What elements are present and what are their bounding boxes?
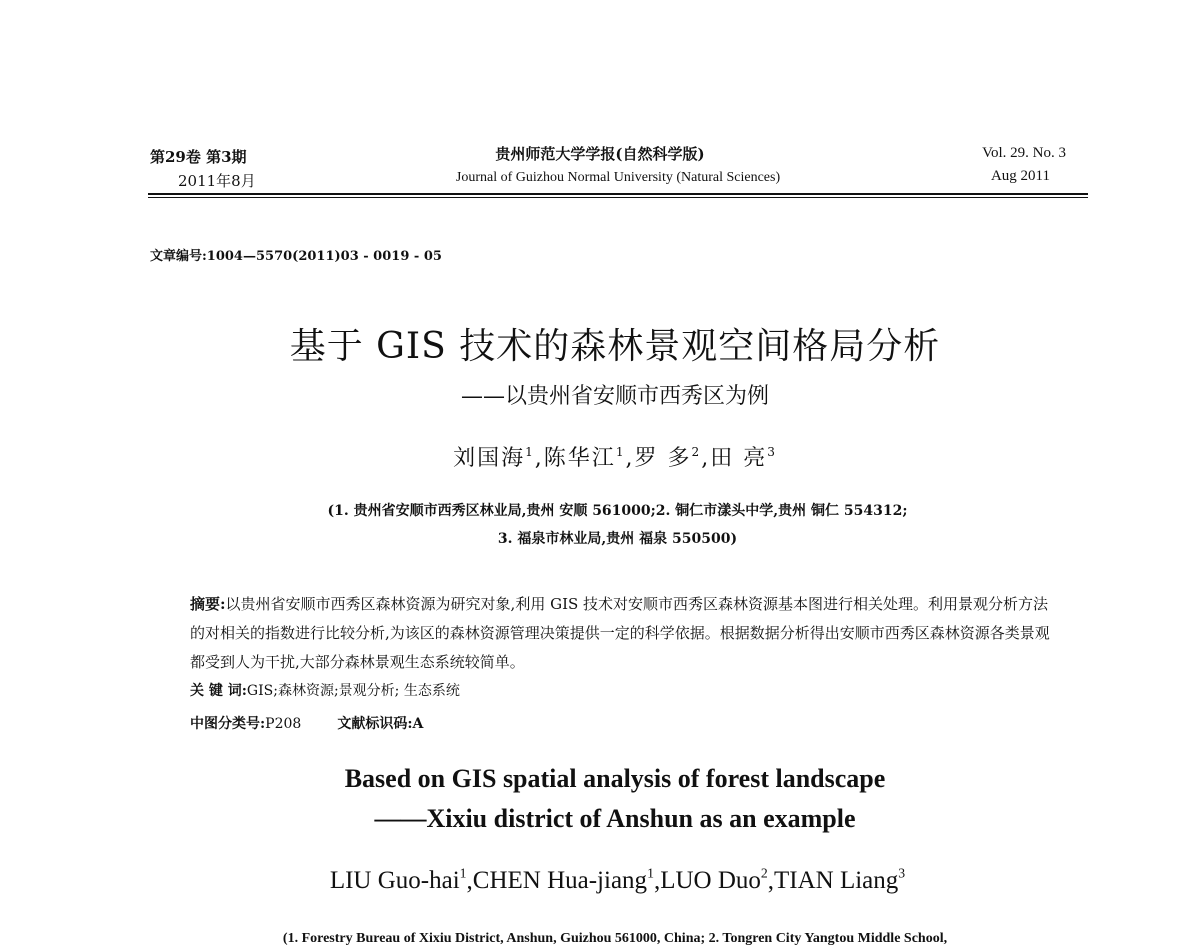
journal-name-en: Journal of Guizhou Normal University (Natural Sciences)	[455, 170, 781, 185]
paper-subtitle-en: ——Xixiu district of Anshun as an example	[374, 804, 856, 833]
keywords-label: 关 键 词:	[190, 683, 247, 699]
paper-subtitle-cn: ——以贵州省安顺市西秀区为例	[460, 384, 769, 409]
author-list-en: LIU Guo-hai$^1$,CHEN Hua-jiang$^1$,LUO Duo$^2$,TIAN Liang$^3$	[329, 866, 906, 895]
doc-code-label: 文献标识码:	[337, 716, 413, 732]
volume-issue-en: Vol. 29. No. 3	[982, 145, 1066, 161]
header-rule	[148, 193, 1088, 195]
clc-label: 中图分类号:	[190, 716, 266, 732]
doc-code-value: A	[412, 716, 424, 732]
keywords-line	[190, 680, 460, 700]
clc-value: P208	[265, 716, 302, 732]
affiliation-cn-line1: (1. 贵州省安顺市西秀区林业局,贵州 安顺 561000;2. 铜仁市漾头中学,贵州 铜仁 554312;	[327, 503, 908, 519]
author-en: LUO Duo$^2$	[660, 866, 768, 895]
author-cn: 刘国海$^1$	[453, 444, 535, 471]
author-cn: 田 亮$^3$	[710, 444, 777, 471]
abstract-cn	[190, 590, 1052, 677]
author-cn: 陈华江$^1$	[543, 444, 626, 471]
author-cn: 罗 多$^2$	[634, 444, 702, 471]
date-cn: 2011年8月	[178, 172, 256, 190]
author-en: CHEN Hua-jiang$^1$	[472, 866, 654, 895]
volume-issue-cn: 第29卷 第3期	[150, 148, 247, 166]
article-number: 文章编号:1004—5570(2011)03 - 0019 - 05	[150, 249, 442, 264]
affiliation-cn-line2: 3. 福泉市林业局,贵州 福泉 550500)	[497, 531, 738, 547]
classification-line	[190, 713, 423, 733]
date-en: Aug 2011	[990, 168, 1050, 184]
author-list-cn: 刘国海$^1$,陈华江$^1$,罗 多$^2$,田 亮$^3$	[453, 444, 777, 471]
affiliation-en: (1. Forestry Bureau of Xixiu District, Anshun, Guizhou 561000, China; 2. Tongren City Yangtou Middle School,	[282, 931, 948, 946]
header-rule-thin	[148, 197, 1088, 198]
author-en: TIAN Liang$^3$	[774, 866, 906, 895]
author-en: LIU Guo-hai$^1$	[329, 866, 467, 895]
paper-title-cn: 基于 GIS 技术的森林景观空间格局分析	[289, 326, 941, 367]
paper-title-en: Based on GIS spatial analysis of forest landscape	[344, 764, 886, 793]
keywords-text: GIS;森林资源;景观分析; 生态系统	[246, 683, 460, 699]
abstract-label: 摘要:	[190, 595, 226, 613]
abstract-text: 以贵州省安顺市西秀区森林资源为研究对象,利用 GIS 技术对安顺市西秀区森林资源基本图进行相关处理。利用景观分析方法的对相关的指数进行比较分析,为该区的森林资源管理决策提供一定的科学依据。根据数据分析得出安顺市西秀区森林资源各类景观都受到人为干扰,大部分森林景观生态系统较简单。	[190, 595, 1050, 671]
journal-name-cn: 贵州师范大学学报(自然科学版)	[495, 145, 705, 163]
